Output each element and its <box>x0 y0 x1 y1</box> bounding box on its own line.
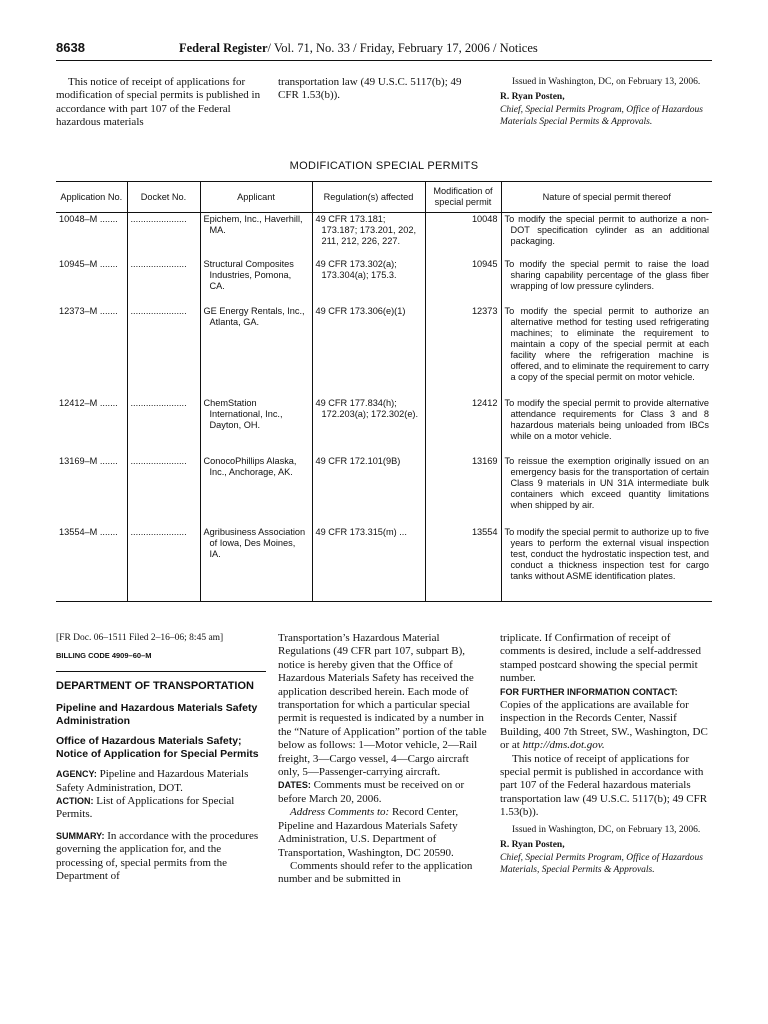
modification-permits-table <box>56 181 712 602</box>
cell-modification: 13169 <box>425 455 501 526</box>
regulations-paragraph: Transportation’s Hazardous Material Regulations (49 CFR part 107, subpart B), notice is hereby given that the Office of Hazardous Materials Safety has received the application described herein. Each mode of transportation for which a particular special permit is requested is indicated by a number in the “Nature of Application” portion of the table below as follows: 1—Motor vehicle, 2—Rail freight, 3—Cargo vessel, 4—Cargo aircraft only, 5—Passenger-carrying aircraft. <box>278 632 487 779</box>
masthead <box>179 41 538 56</box>
bottom-right-column <box>500 632 712 876</box>
fr-doc-line: [FR Doc. 06–1511 Filed 2–16–06; 8:45 am] <box>56 633 224 643</box>
dates-label: DATES: <box>278 780 311 791</box>
cell-regulation: 49 CFR 173.315(m) ... <box>312 526 425 602</box>
table-row <box>56 526 712 602</box>
top-right-column <box>500 76 712 128</box>
cell-application: 13169–M ....... <box>59 455 118 466</box>
agency-text: Pipeline and Hazardous Materials Safety Administration, DOT. <box>56 768 249 794</box>
cell-nature: To reissue the exemption originally issued on an emergency basis for the transportation of certain Class 9 materials in UN 31A intermediate bulk containers which exceed quantity limitations when shipped by air. <box>501 455 712 526</box>
action-paragraph <box>56 795 266 822</box>
top-issued: Issued in Washington, DC, on February 13, 2006. <box>512 77 701 87</box>
top-notice-continued: transportation law (49 U.S.C. 5117(b); 49 CFR 1.53(b)). <box>278 76 462 102</box>
bottom-middle-column <box>278 632 488 887</box>
signer-title: Chief, Special Permits Program, Office of Hazardous Materials, Special Permits & Approvals. <box>500 853 704 876</box>
contact-text: Copies of the applications are available for inspection in the Records Center, Nassif Building, 400 7th Street, SW., Washington, DC or at <box>500 699 708 752</box>
summary-text: In accordance with the procedures governing the application for, and the processing of, special permits from the Department of <box>56 829 259 883</box>
address-paragraph <box>278 806 488 860</box>
top-middle-column <box>278 76 484 103</box>
col-header: Nature of special permit thereof <box>501 182 712 213</box>
action-label: ACTION: <box>56 796 94 807</box>
col-header: Regulation(s) affected <box>312 182 425 213</box>
cell-nature: To modify the special permit to authorize an alternative method for testing used refrigerating machines; to eliminate the requirement to maintain a copy of the special permit at each facility where the refrigeration machine is offered, and to eliminate the requirement to carry a copy of the special permit on motor vehicle. <box>501 305 712 397</box>
table-row <box>56 258 712 305</box>
running-header <box>56 40 712 62</box>
cell-regulation: 49 CFR 173.181; 173.187; 173.201, 202, 211, 212, 226, 227. <box>312 213 425 258</box>
table-row <box>56 213 712 258</box>
table-header-row <box>56 182 712 213</box>
cell-applicant: ChemStation International, Inc., Dayton, OH. <box>200 397 312 455</box>
bottom-left-column <box>56 632 266 883</box>
contact-label: FOR FURTHER INFORMATION CONTACT: <box>500 686 678 697</box>
top-left-column <box>56 76 262 130</box>
cell-regulation: 49 CFR 172.101(9B) <box>312 455 425 526</box>
signer-name: R. Ryan Posten, <box>500 839 565 850</box>
col-header: Modification of special permit <box>425 182 501 213</box>
address-text: Record Center, Pipeline and Hazardous Materials Safety Administration, U.S. Department of Transportation, Washington, DC 20590. <box>278 806 459 859</box>
section-divider <box>56 671 266 672</box>
dates-text: Comments must be received on or before March 20, 2006. <box>278 779 465 805</box>
billing-code: BILLING CODE 4909–60–M <box>56 651 152 661</box>
top-signer-title: Chief, Special Permits Program, Office of Hazardous Materials Special Permits & Approvals. <box>500 105 704 128</box>
cell-modification: 12373 <box>425 305 501 397</box>
cell-applicant: Agribusiness Association of Iowa, Des Moines, IA. <box>200 526 312 602</box>
cell-nature: To modify the special permit to provide alternative attendance requirements for Class 3 and 8 hazardous materials being unloaded from IBCs while on a motor vehicle. <box>501 397 712 455</box>
triplicate-paragraph: triplicate. If Confirmation of receipt of comments is desired, include a self-addressed stamped postcard showing the special permit number. <box>500 632 701 685</box>
cell-application: 12373–M ....... <box>59 305 118 316</box>
cell-application: 10945–M ....... <box>59 258 118 269</box>
table-title: MODIFICATION SPECIAL PERMITS <box>289 160 479 172</box>
cell-applicant: Epichem, Inc., Haverhill, MA. <box>200 213 312 258</box>
cell-application: 12412–M ....... <box>59 397 118 408</box>
cell-modification: 10945 <box>425 258 501 305</box>
cell-regulation: 49 CFR 173.306(e)(1) <box>312 305 425 397</box>
cell-modification: 13554 <box>425 526 501 602</box>
issue-info: / Vol. 71, No. 33 / Friday, February 17, 2006 / Notices <box>267 41 538 55</box>
cell-docket: ...................... <box>127 397 200 455</box>
summary-paragraph <box>56 830 266 884</box>
cell-nature: To modify the special permit to authorize up to five years to perform the external visual inspection test, conduct the hydrostatic inspection test, and conduct a thickness inspection test for cargo tanks without ASME identification plates. <box>501 526 712 602</box>
dates-paragraph <box>278 779 488 806</box>
cell-docket: ...................... <box>127 455 200 526</box>
table-row <box>56 455 712 526</box>
cell-docket: ...................... <box>127 526 200 602</box>
issued-line: Issued in Washington, DC, on February 13, 2006. <box>512 824 701 835</box>
table-row <box>56 397 712 455</box>
address-label: Address Comments to: <box>290 806 390 819</box>
table-row <box>56 305 712 397</box>
cell-regulation: 49 CFR 177.834(h); 172.203(a); 172.302(e). <box>312 397 425 455</box>
col-header: Application No. <box>56 182 127 213</box>
department-heading: DEPARTMENT OF TRANSPORTATION <box>56 679 254 692</box>
cell-docket: ...................... <box>127 305 200 397</box>
header-rule <box>56 60 712 61</box>
top-signer: R. Ryan Posten, <box>500 92 565 102</box>
col-header: Docket No. <box>127 182 200 213</box>
cell-application: 13554–M ....... <box>56 526 127 602</box>
cell-applicant: Structural Composites Industries, Pomona, CA. <box>200 258 312 305</box>
cell-applicant: ConocoPhillips Alaska, Inc., Anchorage, AK. <box>200 455 312 526</box>
page-number: 8638 <box>56 40 85 55</box>
cell-nature: To modify the special permit to raise the load sharing capability percentage of the glass fiber wrapping of low pressure cylinders. <box>501 258 712 305</box>
cell-docket: ...................... <box>127 213 200 258</box>
cell-regulation: 49 CFR 173.302(a); 173.304(a); 175.3. <box>312 258 425 305</box>
cell-applicant: GE Energy Rentals, Inc., Atlanta, GA. <box>200 305 312 397</box>
col-header: Applicant <box>200 182 312 213</box>
cell-modification: 12412 <box>425 397 501 455</box>
agency-label: AGENCY: <box>56 769 97 780</box>
notice-paragraph: This notice of receipt of applications for special permit is published in accordance with part 107 of the Federal hazardous materials transportation law (49 U.S.C. 5117(b); 49 CFR 1.53(b)). <box>500 752 708 819</box>
contact-paragraph <box>500 686 712 753</box>
summary-label: SUMMARY: <box>56 830 105 841</box>
subagency-heading: Pipeline and Hazardous Materials Safety Administration <box>56 702 258 727</box>
cell-docket: ...................... <box>127 258 200 305</box>
cell-modification: 10048 <box>425 213 501 258</box>
office-heading: Office of Hazardous Materials Safety; Notice of Application for Special Permits <box>56 735 259 760</box>
journal-name: Federal Register <box>179 41 268 55</box>
comments-paragraph: Comments should refer to the application number and be submitted in <box>278 859 473 886</box>
cell-application: 10048–M ....... <box>59 214 118 224</box>
cell-nature: To modify the special permit to authorize a non-DOT specification cylinder as an additional packaging. <box>501 213 712 258</box>
docket-url-link[interactable]: http://dms.dot.gov. <box>522 739 605 752</box>
top-notice-text: This notice of receipt of applications for modification of special permits is published in accordance with part 107 of the Federal hazardous materials <box>56 76 261 129</box>
agency-paragraph <box>56 768 266 795</box>
action-text: List of Applications for Special Permits. <box>56 795 235 821</box>
